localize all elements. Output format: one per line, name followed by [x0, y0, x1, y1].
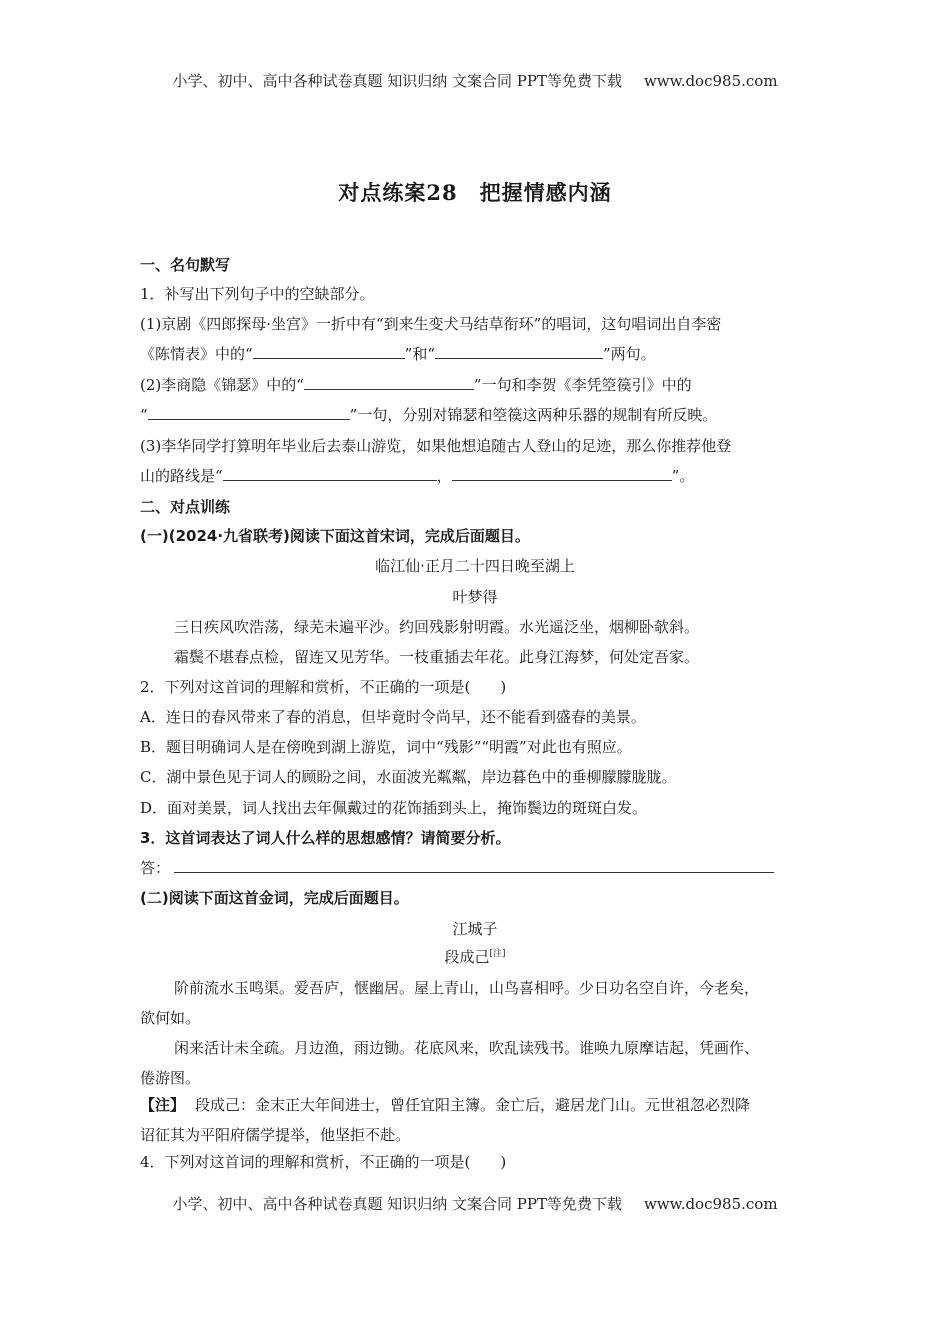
- section2-heading: 二、对点训练: [140, 498, 231, 516]
- option-b[interactable]: B．题目明确词人是在傍晚到湖上游览，词中“残影”“明霞”对此也有照应。: [140, 738, 632, 756]
- fill-blank[interactable]: [435, 344, 603, 359]
- page-footer: [0, 1193, 950, 1214]
- q1-part1-line2: [140, 343, 656, 364]
- poem1-title: 临江仙·正月二十四日晚至湖上: [375, 557, 575, 575]
- page-header: [0, 70, 950, 91]
- poem1-line-1: 三日疾风吹浩荡，绿芜未遍平沙。约回残影射明霞。水光遥泛坐，烟柳卧欹斜。: [174, 618, 700, 636]
- text-segment: ，: [436, 467, 452, 485]
- poem2-author: 段成己: [444, 948, 490, 966]
- text-segment: ”。: [671, 467, 695, 485]
- footnote-line-2: 诏征其为平阳府儒学提举，他坚拒不赴。: [140, 1126, 411, 1144]
- poem2-line-2b: 倦游图。: [140, 1069, 201, 1087]
- poem1-line-2: 霜鬓不堪春点检，留连又见芳华。一枝重插去年花。此身江海梦，何处定吾家。: [174, 648, 700, 666]
- footnote-text: 段成己：金末正大年间进士，曾任宜阳主簿。金亡后，避居龙门山。元世祖忽必烈降: [195, 1096, 751, 1114]
- option-a[interactable]: A．连日的春风带来了春的消息，但毕竟时令尚早，还不能看到盛春的美景。: [140, 708, 646, 726]
- poem2-line-1b: 欲何如。: [140, 1009, 201, 1027]
- fill-blank[interactable]: [253, 344, 405, 359]
- footnote-marker[interactable]: [注]: [489, 949, 506, 959]
- header-text: 小学、初中、高中各种试卷真题 知识归纳 文案合同 PPT等免费下载: [172, 72, 622, 90]
- text-segment: ”一句，分别对锦瑟和箜篌这两种乐器的规制有所反映。: [349, 406, 718, 424]
- poem2-author-row: [0, 946, 950, 967]
- question-1: 1．补写出下列句子中的空缺部分。: [140, 285, 375, 303]
- reading-intro-2: (二)阅读下面这首金词，完成后面题目。: [140, 889, 409, 907]
- text-segment: 《陈情表》中的“: [140, 345, 253, 363]
- fill-blank[interactable]: [452, 466, 672, 481]
- question-4: 4．下列对这首词的理解和赏析，不正确的一项是( ): [140, 1153, 507, 1171]
- q1-part2-line2: [140, 404, 717, 425]
- text-segment: ”两句。: [603, 345, 656, 363]
- option-c[interactable]: C．湖中景色见于词人的顾盼之间，水面波光粼粼，岸边暮色中的垂柳朦朦胧胧。: [140, 768, 677, 786]
- footnote-label: 【注】: [140, 1096, 186, 1114]
- answer-row: [140, 857, 774, 878]
- poem1-author: 叶梦得: [452, 588, 498, 606]
- poem2-title: 江城子: [452, 920, 498, 938]
- text-segment: ”和“: [404, 345, 436, 363]
- q1-part2-line1: [140, 374, 692, 395]
- answer-line[interactable]: [174, 858, 774, 873]
- fill-blank[interactable]: [148, 405, 350, 420]
- q1-part1-line1: (1)京剧《四郎探母·坐宫》一折中有“到来生变犬马结草衔环”的唱词，这句唱词出自李密: [140, 315, 722, 333]
- text-segment: “: [140, 406, 148, 424]
- poem2-line-2a: 闲来活计未全疏。月边渔，雨边锄。花底风来，吹乱读残书。谁唤九原摩诘起，凭画作、: [174, 1039, 760, 1057]
- poem2-line-1a: 阶前流水玉鸣渠。爱吾庐，惬幽居。屋上青山，山鸟喜相呼。少日功名空自许，今老矣，: [174, 979, 760, 997]
- text-segment: 山的路线是“: [140, 467, 223, 485]
- footer-site-link[interactable]: www.doc985.com: [643, 1195, 778, 1213]
- section1-heading: 一、名句默写: [140, 256, 231, 274]
- fill-blank[interactable]: [223, 466, 437, 481]
- answer-label: 答：: [140, 859, 171, 877]
- text-segment: (2)李商隐《锦瑟》中的“: [140, 376, 304, 394]
- q1-part3-line2: [140, 465, 694, 486]
- header-site-link[interactable]: www.doc985.com: [643, 72, 778, 90]
- text-segment: ”一句和李贺《李凭箜篌引》中的: [473, 376, 692, 394]
- fill-blank[interactable]: [304, 375, 474, 390]
- option-d[interactable]: D．面对美景，词人找出去年佩戴过的花饰插到头上，掩饰鬓边的斑斑白发。: [140, 799, 648, 817]
- question-3: 3．这首词表达了词人什么样的思想感情？请简要分析。: [140, 829, 511, 847]
- footer-text: 小学、初中、高中各种试卷真题 知识归纳 文案合同 PPT等免费下载: [172, 1195, 622, 1213]
- q1-part3-line1: (3)李华同学打算明年毕业后去泰山游览，如果他想追随古人登山的足迹，那么你推荐他登: [140, 437, 732, 455]
- page-title: 对点练案28 把握情感内涵: [338, 180, 612, 205]
- reading-intro-1: (一)(2024·九省联考)阅读下面这首宋词，完成后面题目。: [140, 527, 530, 545]
- question-2: 2．下列对这首词的理解和赏析，不正确的一项是( ): [140, 678, 507, 696]
- footnote-line-1: [140, 1094, 750, 1115]
